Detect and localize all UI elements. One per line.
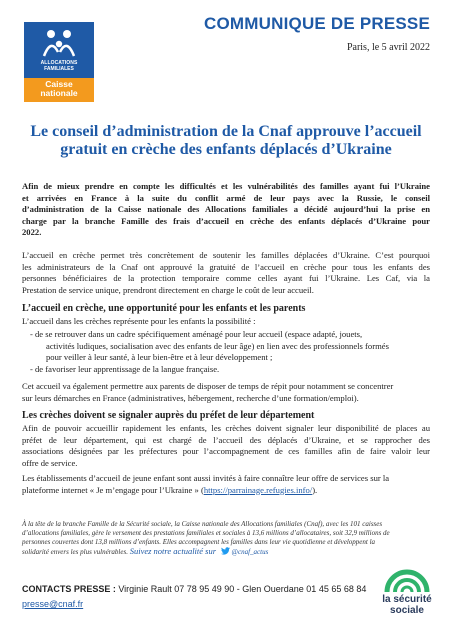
securite-sociale-line2: sociale xyxy=(390,605,424,616)
securite-sociale-logo xyxy=(382,560,432,622)
securite-sociale-line1: la sécurité xyxy=(382,594,432,605)
body-paragraph xyxy=(22,381,430,404)
page-title xyxy=(24,123,428,159)
family-icon xyxy=(24,22,94,62)
paragraph-line: offre de service. xyxy=(22,457,78,468)
title-line: Le conseil d’administration de la Cnaf approuve l’accueil xyxy=(30,123,422,140)
caf-logo-top xyxy=(24,22,94,78)
intro-line: et arrivées en France à la suite du conflit armé de leur pays avec la Russie, le conseil xyxy=(22,192,430,203)
paragraph-line: Les établissements d’accueil de jeune enfant sont aussi invités à faire connaître leur offre de services sur la xyxy=(22,473,390,483)
securite-sociale-arc-icon xyxy=(382,560,432,594)
paragraph-line: sur leurs démarches en France (administratives, hébergement, recherche d’une formation/emploi). xyxy=(22,392,359,403)
press-date: Paris, le 5 avril 2022 xyxy=(346,42,430,53)
footer-text: solidarité envers les plus vulnérables. xyxy=(22,548,130,556)
bullet-list xyxy=(30,329,430,364)
follow-us-text: Suivez notre actualité sur xyxy=(129,546,217,556)
footer-line: personnes couvertes dont 13,8 millions d’enfants. Elles accompagnent les familles dans leur vie quotidienne et développent la xyxy=(22,538,376,546)
footer-about xyxy=(22,520,430,557)
body-paragraph xyxy=(22,473,430,496)
paragraph-line: Cet accueil va également permettre aux parents de disposer de temps de répit pour notamment se concentrer xyxy=(22,381,394,391)
footer-line: À la tête de la branche Famille de la Sécurité sociale, la Caisse nationale des Allocations familiales (Cnaf), avec les 101 caisses xyxy=(22,520,383,528)
caf-logo-line1: ALLOCATIONS xyxy=(40,60,78,66)
footer-line xyxy=(22,547,430,557)
bullet-item: - de se retrouver dans un cadre spécifiquement aménagé pour leur accueil (espace adapté, jouets, xyxy=(30,329,363,339)
caf-logo-line4: nationale xyxy=(40,88,78,98)
intro-paragraph xyxy=(22,181,430,239)
footer-line: d’allocations familiales, gère le versement des prestations familiales et sociales à 13,6 millions d’allocataires, soit 32,9 millions de xyxy=(22,529,390,537)
contacts-label: CONTACTS PRESSE : xyxy=(22,584,116,594)
paragraph-line: Prestation de service unique, prendront directement en charge le coût de leur accueil. xyxy=(22,284,314,295)
paragraph-line: L’accueil dans les crèches représente pour les enfants la possibilité : xyxy=(22,316,256,326)
bullet-item-continuation: activités ludiques, socialisation avec des enfants de leur âge) en lien avec des professionnels formés xyxy=(46,340,389,351)
intro-line: 2022. xyxy=(22,227,42,237)
section-lead xyxy=(22,316,430,328)
press-contacts xyxy=(22,584,366,594)
intro-line: charge par la branche Famille des frais d’accueil en crèche des enfants déplacés d’Ukraine pour xyxy=(22,215,430,226)
title-line: gratuit en crèche des enfants déplacés d’Ukraine xyxy=(60,141,392,158)
bullet-item-continuation: pour veiller à leur santé, à leur bien-être et à leur développement ; xyxy=(46,352,273,362)
press-email-link[interactable]: presse@cnaf.fr xyxy=(22,599,84,609)
communique-heading: COMMUNIQUE DE PRESSE xyxy=(204,14,430,33)
contacts-text: Virginie Rault 07 78 95 49 90 - Glen Ouerdane 01 45 65 68 84 xyxy=(115,584,367,594)
body-paragraph xyxy=(22,250,430,296)
intro-line: d’administration de la Caisse nationale des Allocations familiales a décidé aujourd’hui la prise en xyxy=(22,204,430,214)
body-paragraph xyxy=(22,423,430,469)
paragraph-line: associations désignées par les préfectures pour l’accompagnement de ces familles afin de faire valoir leur xyxy=(22,446,430,456)
bullet-item: - de favoriser leur apprentissage de la langue française. xyxy=(30,364,220,374)
section-heading: L’accueil en crèche, une opportunité pour les enfants et les parents xyxy=(22,303,306,314)
paragraph-line: personnes bénéficiaires de la protection temporaire comme celles ayant fui l’Ukraine. Les Caf, via la xyxy=(22,273,430,283)
paragraph-line: L’accueil en crèche permet très concrètement de soutenir les familles déplacées d’Ukraine. C’est pourquoi xyxy=(22,250,430,260)
twitter-icon xyxy=(221,547,230,555)
twitter-handle-link[interactable]: @cnaf_actus xyxy=(231,548,269,556)
parrainage-link[interactable]: https://parrainage.refugies.info/ xyxy=(203,484,313,495)
closing-text: ). xyxy=(312,484,318,495)
caf-logo-line3: Caisse xyxy=(45,79,73,89)
caf-logo-line2: FAMILIALES xyxy=(44,66,74,72)
intro-line: Afin de mieux prendre en compte les difficultés et les vulnérabilités des familles ayant fui l’Ukraine xyxy=(22,181,430,191)
section-heading: Les crèches doivent se signaler auprès du préfet de leur département xyxy=(22,410,315,421)
bullet-list xyxy=(30,364,430,376)
paragraph-line: Afin de pouvoir accueillir rapidement les enfants, les crèches doivent signaler leur disponibilité de places au xyxy=(22,423,430,433)
closing-text: plateforme internet « Je m’engage pour l’Ukraine » ( xyxy=(22,484,204,495)
caf-logo xyxy=(24,22,94,102)
paragraph-line: les administrateurs de la Cnaf ont approuvé la gratuité de l’accueil en crèche pour tous les enfants des xyxy=(22,261,430,272)
paragraph-line: préfet de leur département, qui est chargé de l’accueil des déplacés d’Ukraine, et se rapprocher des xyxy=(22,434,430,445)
paragraph-line xyxy=(22,485,430,497)
